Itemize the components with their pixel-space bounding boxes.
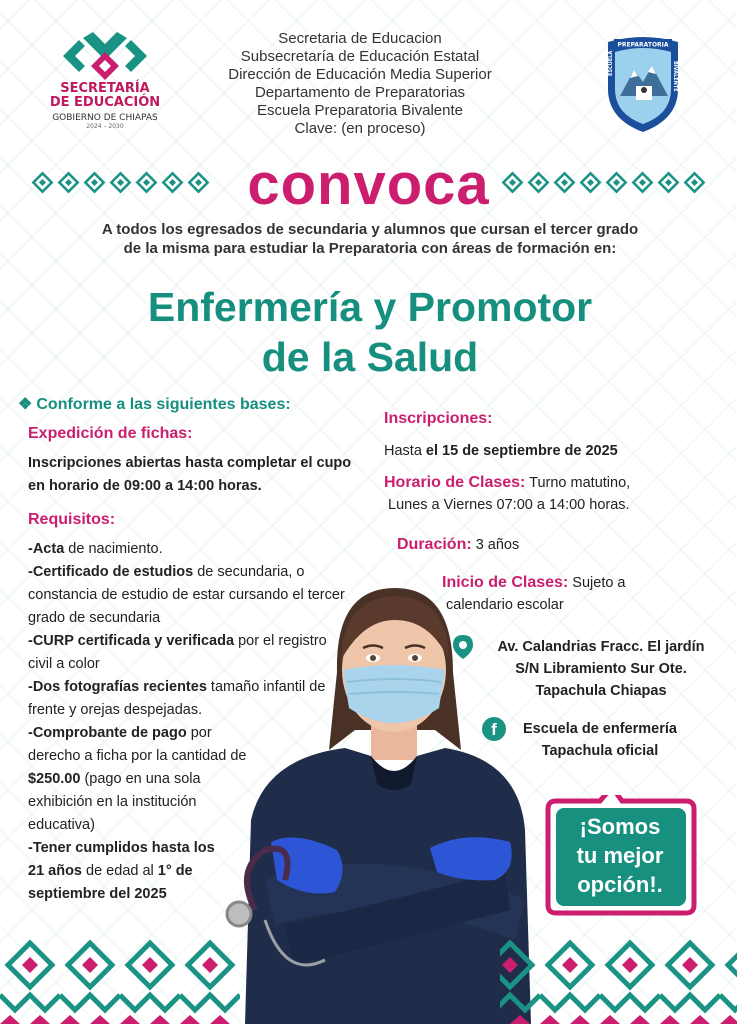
facebook-icon[interactable]: f [482,717,506,741]
inicio-text-2: calendario escolar [446,597,564,613]
header-line: Departamento de Preparatorias [254,84,466,101]
address-line2: S/N Libramiento Sur Ote. [515,661,687,677]
requisito-bold: -CURP certificada y verificada [28,633,235,649]
footer-pattern-decoration [0,935,737,1024]
duracion-heading: Duración: [397,536,472,553]
requisito-item [28,837,228,906]
address-block [476,636,726,702]
left-column [18,393,363,906]
inscripciones-date: el 15 de septiembre de 2025 [425,443,618,459]
horario-text: Turno matutino, [525,475,631,491]
inscripciones-heading: Inscripciones: [384,410,493,427]
requisito-text: por el registro civil a color [28,633,327,672]
requisito-item [28,722,258,837]
requisito-text: tamaño infantil de frente y orejas despejadas. [28,679,326,718]
requisito-item [28,561,348,630]
requisito-text: de edad al [82,863,158,879]
logo-left-line4: 2024 – 2030 [86,123,124,130]
requisito-date: 1° de septiembre del 2025 [28,863,193,902]
horario-heading: Horario de Clases: [384,474,526,491]
slogan-line3: opción!. [577,872,663,897]
school-shield-logo [602,34,684,134]
requisito-bold: -Acta [28,541,65,557]
header-line: Escuela Preparatoria Bivalente [257,102,463,119]
diamond-bullet-icon: ❖ [18,396,33,413]
shield-right-text: BIVALENTE [672,61,678,92]
requisito-item [28,630,348,676]
requisito-item [28,538,348,561]
requisito-text: de secundaria, o constancia de estudio de estar cursando el tercer grado de secundaria [28,564,345,626]
secretaria-emblem-icon [53,30,157,82]
horario-block [384,472,729,516]
location-pin-icon [452,634,474,660]
logo-left-line1: SECRETARÍA [60,81,150,96]
requisito-amount: $250.00 [28,771,81,787]
inicio-heading: Inicio de Clases: [442,574,569,591]
address-line1: Av. Calandrias Fracc. El jardín [497,639,705,655]
intro-text: A todos los egresados de secundaria y alumnos que cursan el tercer grado de la misma para estudiar la Preparatoria con áreas de formación en: [101,221,639,257]
shield-left-text: ESCUELA [608,50,614,76]
requisito-text: por derecho a ficha por la cantidad de [28,725,247,764]
requisitos-list [28,538,348,906]
program-title [60,282,680,382]
inscripciones-block [384,408,724,462]
requisito-bold: -Dos fotografías recientes [28,679,207,695]
requisito-text: (pago en una sola exhibición en la institución educativa) [28,771,201,833]
header-line: Dirección de Educación Media Superior [228,66,492,83]
requisito-bold: -Certificado de estudios [28,564,194,580]
fichas-text: Inscripciones abiertas hasta completar el cupo en horario de 09:00 a 14:00 horas. [28,455,352,494]
slogan-line1: ¡Somos [579,814,661,839]
slogan-line2: tu mejor [576,843,664,868]
requisitos-heading: Requisitos: [28,511,116,528]
facebook-block[interactable] [505,718,695,762]
secretaria-logo [40,30,170,145]
inicio-block [442,572,732,616]
horario-text-2: Lunes a Viernes 07:00 a 14:00 horas. [388,497,630,513]
logo-left-line3: GOBIERNO DE CHIAPAS [52,113,158,123]
fichas-heading: Expedición de fichas: [28,425,193,442]
inicio-text: Sujeto a [568,575,626,591]
logo-left-line2: DE EDUCACIÓN [49,95,161,110]
bases-heading-text: Conforme a las siguientes bases: [36,396,291,413]
header-line: Clave: (en proceso) [294,120,426,137]
header-text [190,30,530,138]
duracion-text: 3 años [471,537,520,553]
program-title-line1: Enfermería y Promotor [147,284,593,330]
requisito-text: de nacimiento. [64,541,163,557]
header-line: Secretaria de Educacion [278,30,442,47]
facebook-line1: Escuela de enfermería [523,721,677,737]
slogan-text [552,812,688,899]
requisito-item [28,676,348,722]
bases-heading [18,393,363,418]
inscripciones-pre: Hasta [384,443,426,459]
header-line: Subsecretaría de Educación Estatal [240,48,480,65]
program-title-line2: de la Salud [261,334,479,380]
convoca-heading: convoca [247,152,490,217]
address-line3: Tapachula Chiapas [535,683,667,699]
shield-top-text: PREPARATORIA [617,41,669,49]
requisito-bold: -Tener cumplidos hasta los 21 años [28,840,215,879]
duracion-block [397,534,717,556]
facebook-line2: Tapachula oficial [541,743,659,759]
requisito-bold: -Comprobante de pago [28,725,187,741]
